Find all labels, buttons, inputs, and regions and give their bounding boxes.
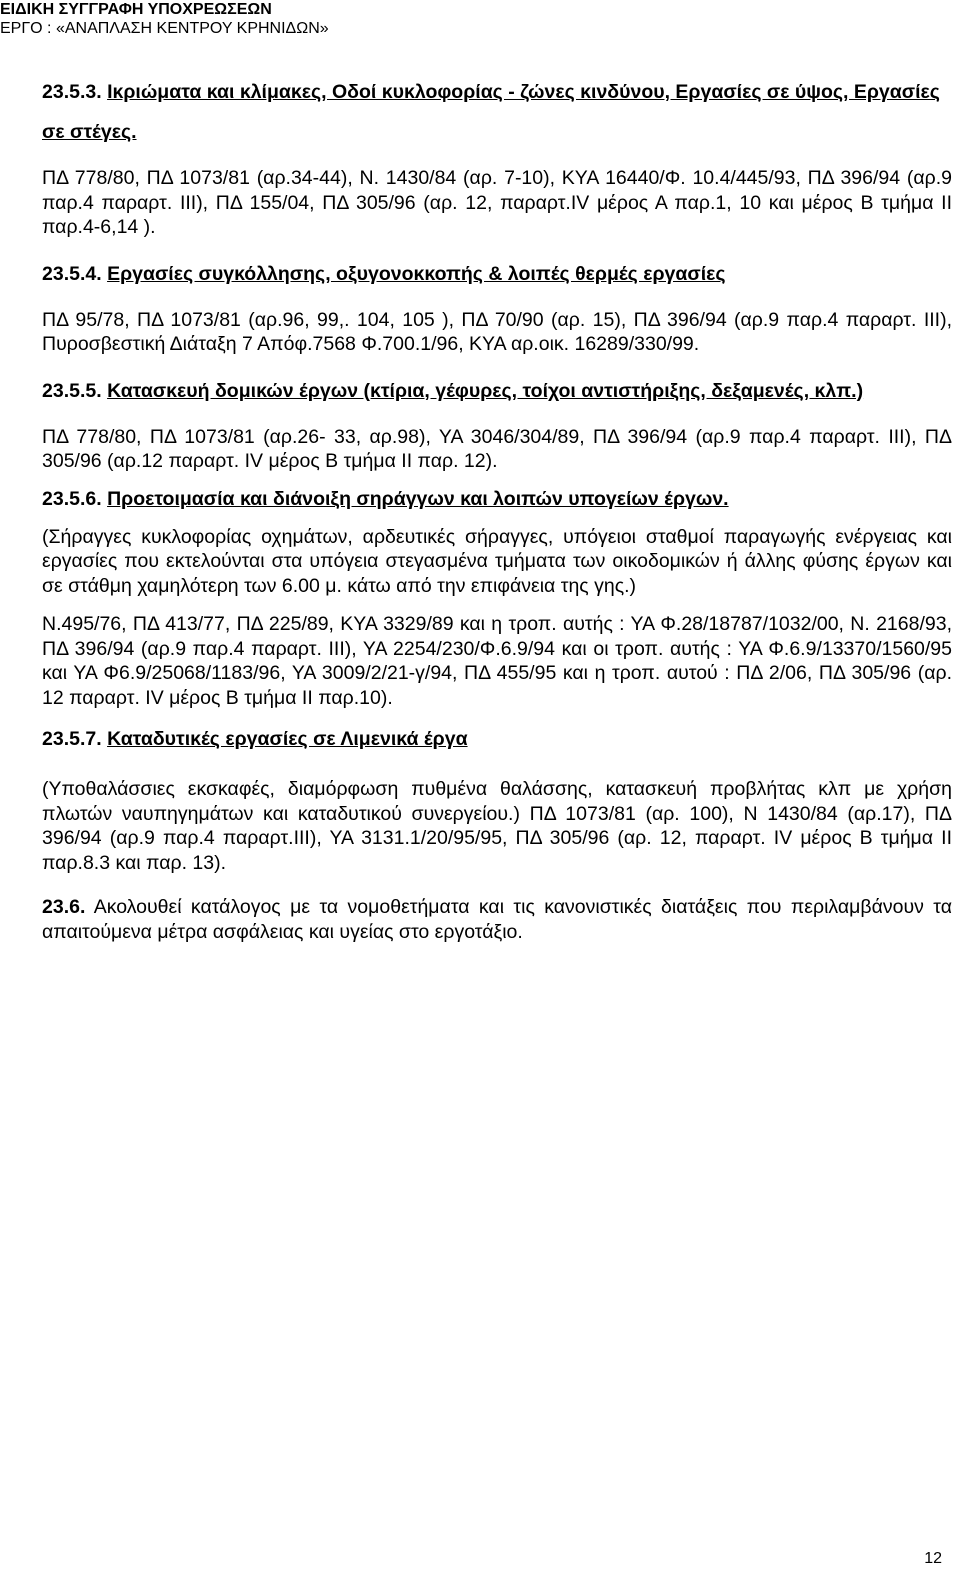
section-paragraph: ΠΔ 95/78, ΠΔ 1073/81 (αρ.96, 99,. 104, 105 ), ΠΔ 70/90 (αρ. 15), ΠΔ 396/94 (αρ.9 παρ.4 παραρτ. ΙΙΙ), Πυροσβεστική Διάταξη 7 Απόφ.7568 Φ.700.1/96, ΚΥΑ αρ.οικ. 16289/330/99. (42, 308, 952, 355)
page-number: 12 (924, 1550, 942, 1567)
section-paragraph: ΠΔ 778/80, ΠΔ 1073/81 (αρ.26- 33, αρ.98), ΥΑ 3046/304/89, ΠΔ 396/94 (αρ.9 παρ.4 παραρτ. ΙΙΙ), ΠΔ 305/96 (αρ.12 παραρτ. IV μέρος Β τμήμα ΙΙ παρ. 12). (42, 425, 952, 472)
section-heading (42, 488, 952, 511)
section-title: Καταδυτικές εργασίες σε Λιμενικά έργα (107, 728, 468, 750)
section-number: 23.5.3. (42, 81, 102, 103)
section-title: Κατασκευή δομικών έργων (κτίρια, γέφυρες, τοίχοι αντιστήριξης, δεξαμενές, κλπ.) (107, 379, 864, 402)
final-text: Ακολουθεί κατάλογος με τα νομοθετήματα και τις κανονιστικές διατάξεις που περιλαμβάνουν τα απαιτούμενα μέτρα ασφάλειας και υγείας στο εργοτάξιο. (42, 896, 952, 943)
section-number: 23.5.7. (42, 728, 102, 750)
document-body (42, 72, 952, 944)
section-title: Εργασίες συγκόλλησης, οξυγονοκκοπής & λοιπές θερμές εργασίες (107, 262, 726, 285)
header-title: ΕΙΔΙΚΗ ΣΥΓΓΡΑΦΗ ΥΠΟΧΡΕΩΣΕΩΝ (0, 1, 272, 18)
section-heading (42, 371, 952, 411)
final-number: 23.6. (42, 896, 86, 918)
document-header (0, 0, 329, 38)
section-heading (42, 254, 952, 294)
section-number: 23.5.4. (42, 262, 102, 285)
section-number: 23.5.6. (42, 487, 102, 510)
section-paragraph: ΠΔ 778/80, ΠΔ 1073/81 (αρ.34-44), Ν. 1430/84 (αρ. 7-10), ΚΥΑ 16440/Φ. 10.4/445/93, ΠΔ 396/94 (αρ.9 παρ.4 παραρτ. ΙΙΙ), ΠΔ 155/04, ΠΔ 305/96 (αρ. 12, παραρτ.IV μέρος Α παρ.1, 10 και μέρος Β τμήμα ΙΙ παρ.4-6,14 ). (42, 167, 952, 238)
section-title: Ικριώματα και κλίμακες, Οδοί κυκλοφορίας - ζώνες κινδύνου, Εργασίες σε ύψος, Εργασίες σε στέγες. (42, 81, 940, 143)
section-paragraph: Ν.495/76, ΠΔ 413/77, ΠΔ 225/89, ΚΥΑ 3329/89 και η τροπ. αυτής : ΥΑ Φ.28/18787/1032/00, Ν. 2168/93, ΠΔ 396/94 (αρ.9 παρ.4 παραρτ. ΙΙΙ), ΥΑ 2254/230/Φ.6.9/94 και οι τροπ. αυτής : ΥΑ Φ.6.9/13370/1560/95 και ΥΑ Φ6.9/25068/1183/96, ΥΑ 3009/2/21-γ/94, ΠΔ 455/95 και η τροπ. αυτού : ΠΔ 2/06, ΠΔ 305/96 (αρ. 12 παραρτ. IV μέρος Β τμήμα ΙΙ παρ.10). (42, 613, 952, 709)
section-number: 23.5.5. (42, 379, 102, 402)
section-heading (42, 728, 952, 751)
section-title: Προετοιμασία και διάνοιξη σηράγγων και λοιπών υπογείων έργων. (107, 487, 729, 510)
section-paragraph: (Υποθαλάσσιες εκσκαφές, διαμόρφωση πυθμένα θαλάσσης, κατασκευή προβλήτας κλπ με χρήση πλωτών ναυπηγημάτων και καταδυτικού συνεργείου.) ΠΔ 1073/81 (αρ. 100), Ν 1430/84 (αρ.17), ΠΔ 396/94 (αρ.9 παρ.4 παραρτ.ΙΙΙ), ΥΑ 3131.1/20/95/95, ΠΔ 305/96 (αρ. 12, παραρτ. IV μέρος Β τμήμα ΙΙ παρ.8.3 και παρ. 13). (42, 778, 952, 874)
section-paragraph: (Σήραγγες κυκλοφορίας οχημάτων, αρδευτικές σήραγγες, υπόγειοι σταθμοί παραγωγής ενέργειας και εργασίες που εκτελούνται στα υπόγεια στεγασμένα τμήματα των οικοδομικών ή άλλης φύσης έργων και σε στάθμη χαμηλότερη των 6.00 μ. κάτω από την επιφάνεια της γης.) (42, 525, 952, 597)
final-paragraph (42, 895, 952, 944)
header-project: ΕΡΓΟ : «ΑΝΑΠΛΑΣΗ ΚΕΝΤΡΟΥ ΚΡΗΝΙΔΩΝ» (0, 20, 329, 37)
section-heading (42, 72, 952, 152)
